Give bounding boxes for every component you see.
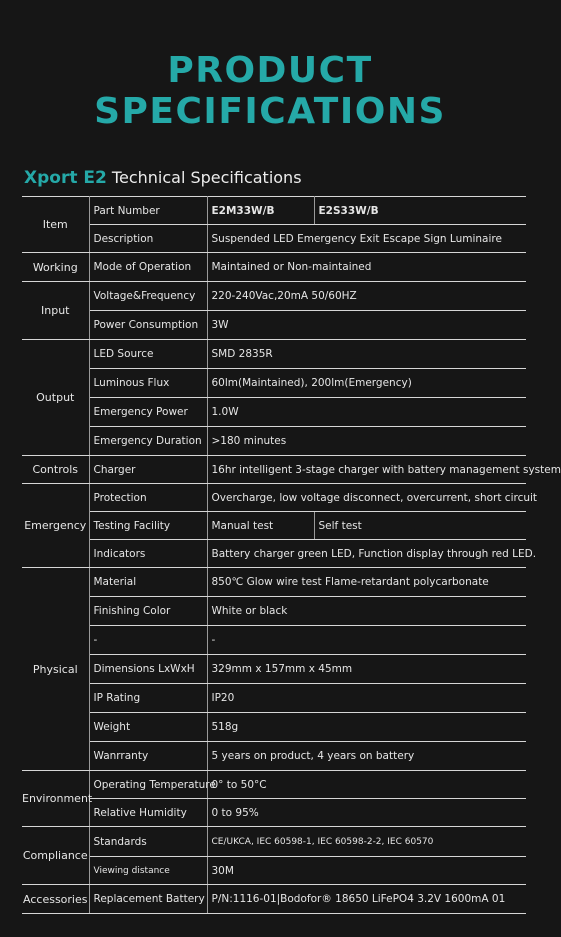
- product-brand: Xport E2: [24, 168, 107, 188]
- property-label: Power Consumption: [89, 311, 207, 340]
- property-value: P/N:1116-01|Bodofor® 18650 LiFePO4 3.2V 1600mA 01: [207, 885, 526, 914]
- testing-manual: Manual test: [207, 512, 314, 540]
- property-value: IP20: [207, 684, 526, 713]
- table-row: [22, 398, 526, 427]
- table-row: [22, 597, 526, 626]
- table-row: [22, 282, 526, 311]
- property-label: Replacement Battery: [89, 885, 207, 914]
- property-value: 16hr intelligent 3-stage charger with battery management system: [207, 456, 526, 484]
- table-row: [22, 540, 526, 568]
- table-row: [22, 885, 526, 914]
- property-label: Relative Humidity: [89, 799, 207, 827]
- group-accessories: Accessories: [22, 885, 89, 914]
- group-controls: Controls: [22, 456, 89, 484]
- table-row: [22, 197, 526, 225]
- property-label: Viewing distance: [89, 857, 207, 885]
- property-value: 220-240Vac,20mA 50/60HZ: [207, 282, 526, 311]
- property-value: CE/UKCA, IEC 60598-1, IEC 60598-2-2, IEC 60570: [207, 827, 526, 857]
- page-title: [0, 50, 540, 132]
- property-label: Finishing Color: [89, 597, 207, 626]
- property-value: 60lm(Maintained), 200lm(Emergency): [207, 369, 526, 398]
- property-value: Suspended LED Emergency Exit Escape Sign Luminaire: [207, 225, 526, 253]
- part-number-a: E2M33W/B: [207, 197, 314, 225]
- table-row: [22, 626, 526, 655]
- property-value: 0 to 95%: [207, 799, 526, 827]
- table-row: [22, 799, 526, 827]
- property-value: -: [207, 626, 526, 655]
- table-row: [22, 655, 526, 684]
- property-value: 518g: [207, 713, 526, 742]
- property-label: Charger: [89, 456, 207, 484]
- property-value: 1.0W: [207, 398, 526, 427]
- property-label: Material: [89, 568, 207, 597]
- property-label: Weight: [89, 713, 207, 742]
- property-label: Testing Facility: [89, 512, 207, 540]
- table-row: [22, 684, 526, 713]
- property-label: Wanrranty: [89, 742, 207, 771]
- group-output: Output: [22, 340, 89, 456]
- table-row: [22, 512, 526, 540]
- table-row: [22, 427, 526, 456]
- property-label: Part Number: [89, 197, 207, 225]
- property-label: Emergency Power: [89, 398, 207, 427]
- table-row: [22, 456, 526, 484]
- group-physical: Physical: [22, 568, 89, 771]
- table-row: [22, 340, 526, 369]
- property-value: 30M: [207, 857, 526, 885]
- property-value: 5 years on product, 4 years on battery: [207, 742, 526, 771]
- table-row: [22, 311, 526, 340]
- property-label: Dimensions LxWxH: [89, 655, 207, 684]
- property-value: 850℃ Glow wire test Flame-retardant polycarbonate: [207, 568, 526, 597]
- property-value: Maintained or Non-maintained: [207, 253, 526, 282]
- group-input: Input: [22, 282, 89, 340]
- table-row: [22, 225, 526, 253]
- property-label: Indicators: [89, 540, 207, 568]
- title-line-1: PRODUCT: [167, 50, 373, 91]
- part-number-b: E2S33W/B: [314, 197, 526, 225]
- table-row: [22, 568, 526, 597]
- property-label: -: [89, 626, 207, 655]
- property-label: Protection: [89, 484, 207, 512]
- table-row: [22, 771, 526, 799]
- property-label: IP Rating: [89, 684, 207, 713]
- property-value: 329mm x 157mm x 45mm: [207, 655, 526, 684]
- group-compliance: Compliance: [22, 827, 89, 885]
- title-line-2: SPECIFICATIONS: [94, 91, 446, 132]
- testing-self: Self test: [314, 512, 526, 540]
- property-label: Emergency Duration: [89, 427, 207, 456]
- table-row: [22, 713, 526, 742]
- group-working: Working: [22, 253, 89, 282]
- specs-table: [22, 196, 561, 914]
- section-title: [24, 168, 302, 188]
- group-item: Item: [22, 197, 89, 253]
- property-value: White or black: [207, 597, 526, 626]
- property-label: Description: [89, 225, 207, 253]
- property-label: LED Source: [89, 340, 207, 369]
- property-value: 0° to 50°C: [207, 771, 526, 799]
- table-row: [22, 484, 526, 512]
- property-value: 3W: [207, 311, 526, 340]
- table-row: [22, 857, 526, 885]
- group-emergency: Emergency: [22, 484, 89, 568]
- property-value: >180 minutes: [207, 427, 526, 456]
- property-value: Overcharge, low voltage disconnect, overcurrent, short circuit: [207, 484, 526, 512]
- section-title-text: Technical Specifications: [106, 168, 302, 187]
- property-value: Battery charger green LED, Function display through red LED.: [207, 540, 526, 568]
- table-row: [22, 827, 526, 857]
- property-label: Operating Temperature: [89, 771, 207, 799]
- group-environment: Environment: [22, 771, 89, 827]
- property-label: Standards: [89, 827, 207, 857]
- property-label: Voltage&Frequency: [89, 282, 207, 311]
- property-label: Luminous Flux: [89, 369, 207, 398]
- property-label: Mode of Operation: [89, 253, 207, 282]
- table-row: [22, 253, 526, 282]
- property-value: SMD 2835R: [207, 340, 526, 369]
- table-row: [22, 742, 526, 771]
- table-row: [22, 369, 526, 398]
